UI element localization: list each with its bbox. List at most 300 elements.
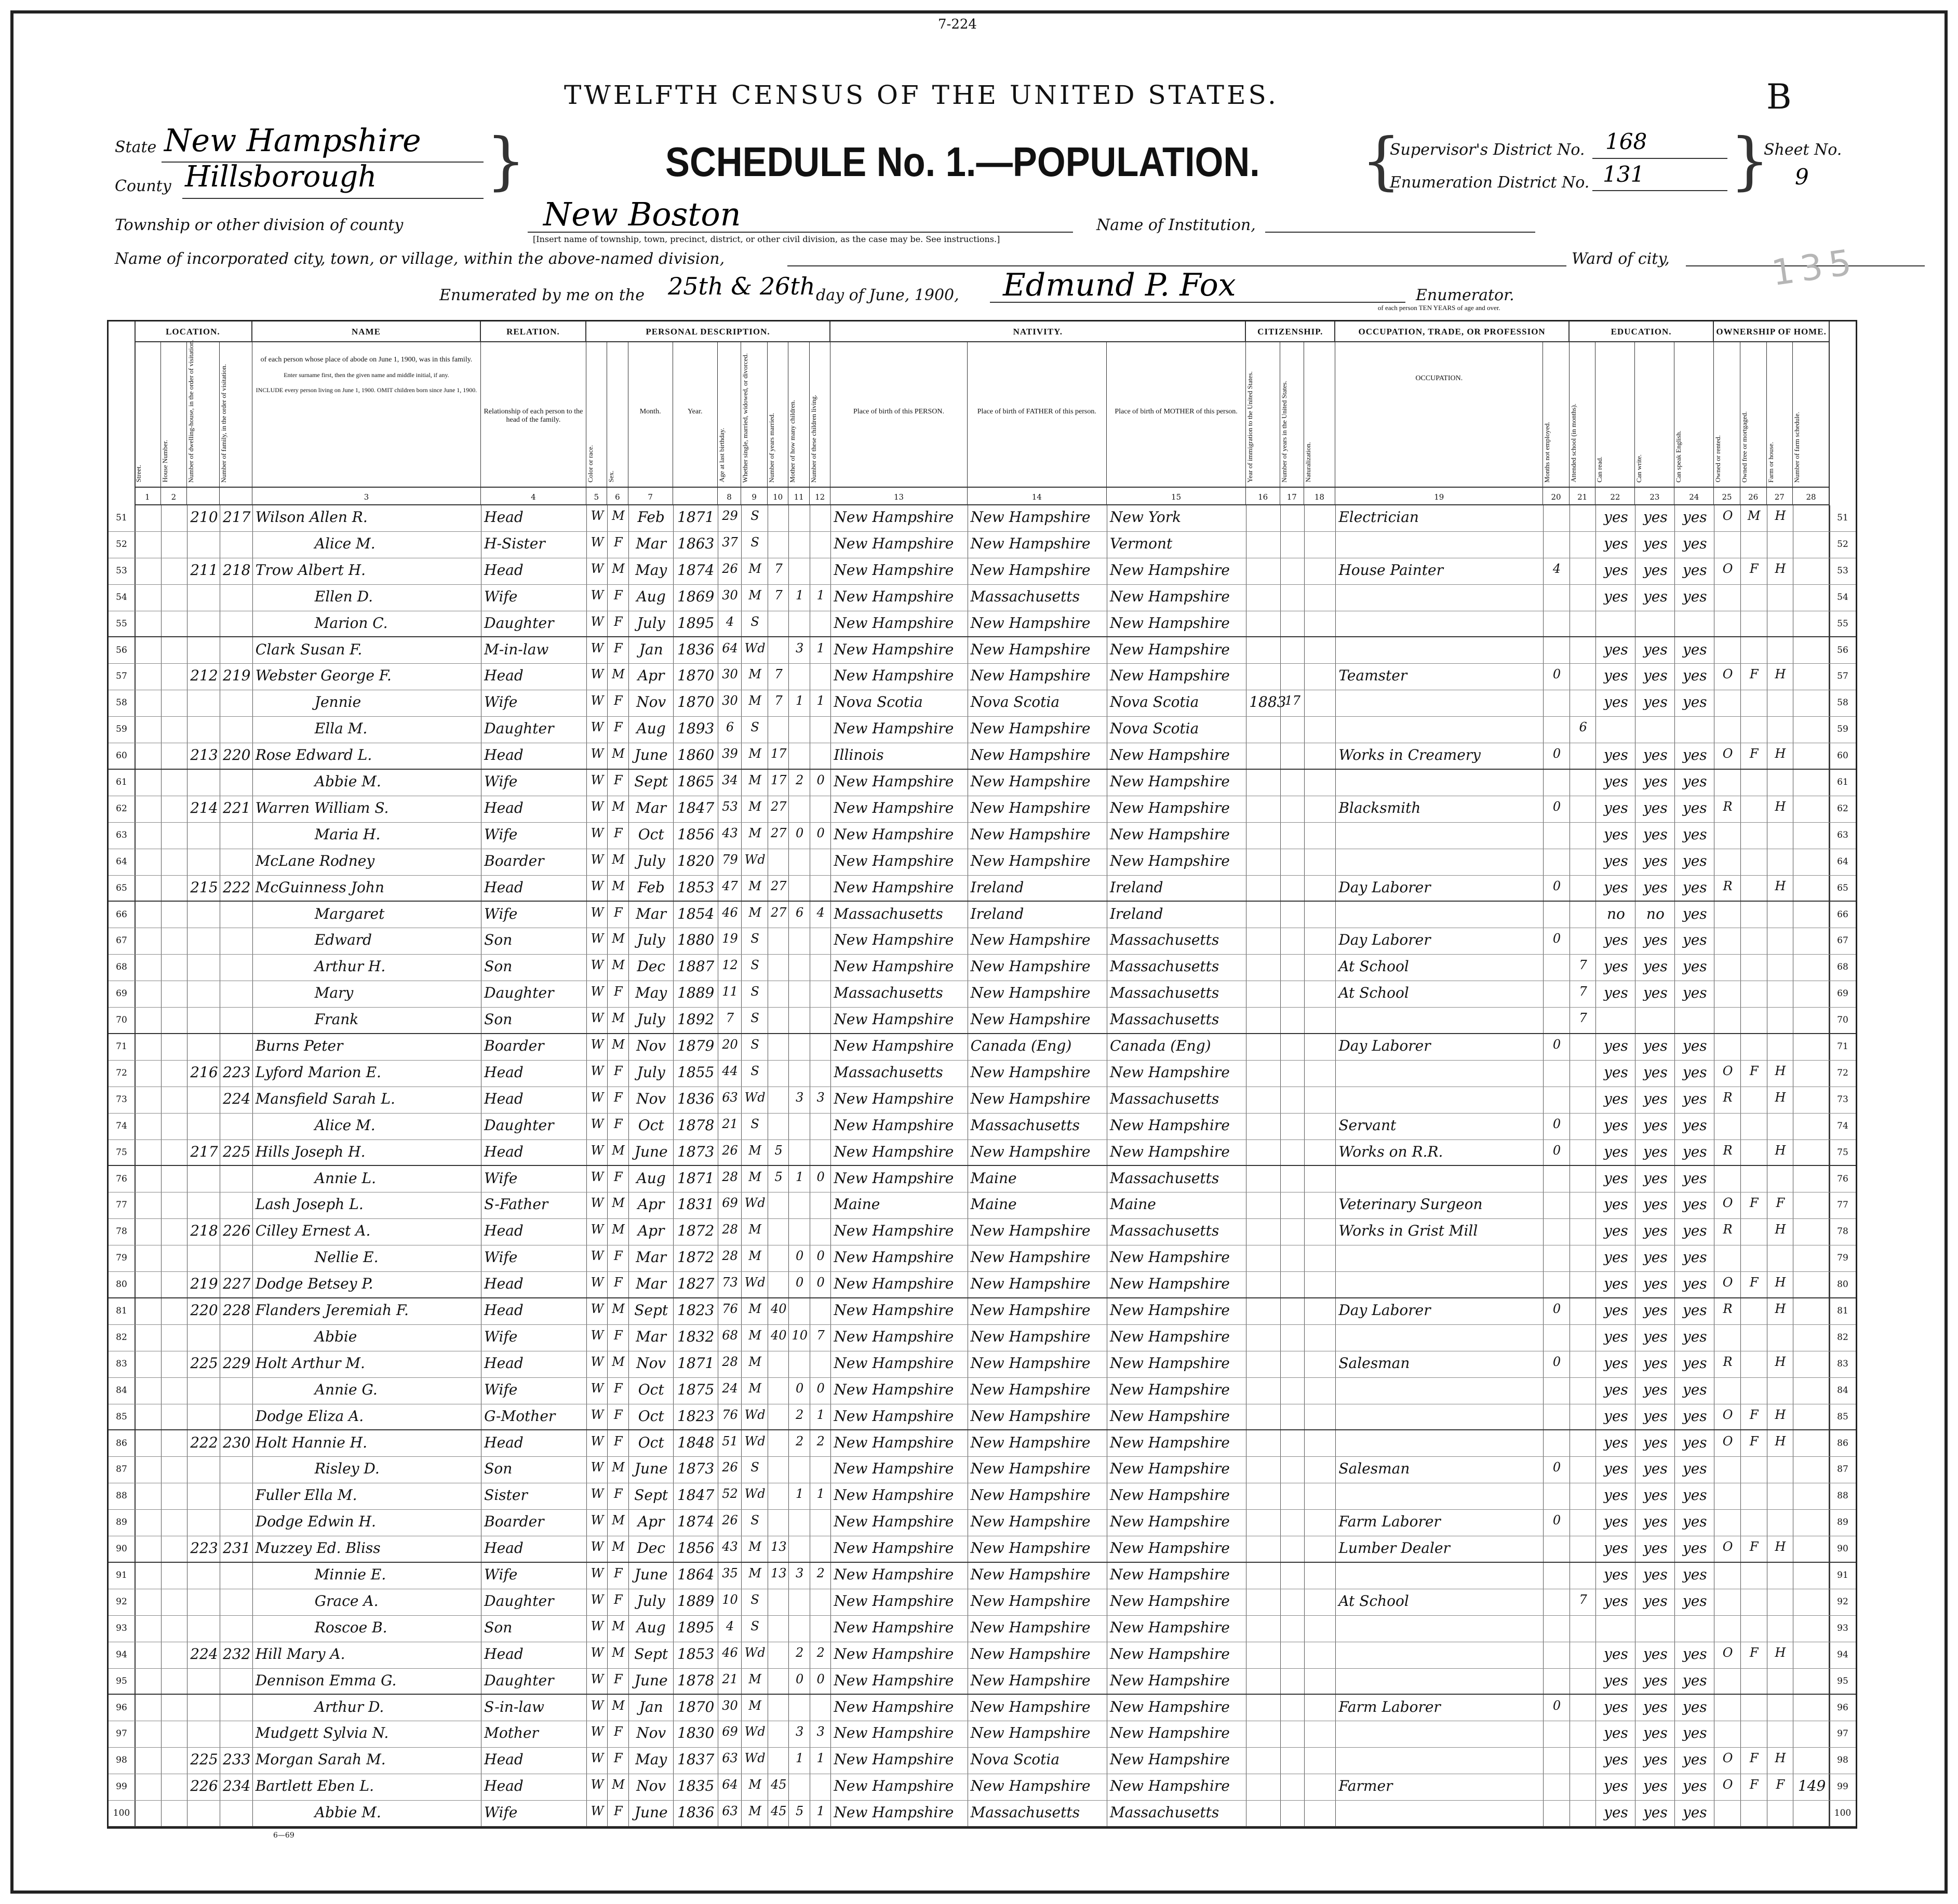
cell-fam: 220 bbox=[223, 746, 251, 764]
cell-pob: New Hampshire bbox=[834, 1724, 954, 1742]
cell-pm: Massachusetts bbox=[1109, 1804, 1219, 1821]
enumerator-label: Enumerator. bbox=[1416, 286, 1514, 304]
cell-rel: Head bbox=[484, 1433, 524, 1451]
row-number-left: 60 bbox=[116, 750, 127, 761]
cell-age: 20 bbox=[722, 1037, 738, 1052]
cell-wr: yes bbox=[1643, 1486, 1668, 1504]
cell-yr: 1889 bbox=[677, 984, 715, 1002]
cell-cl: 0 bbox=[816, 1249, 825, 1264]
cell-yr: 1853 bbox=[677, 878, 715, 896]
cell-name: Hill Mary A. bbox=[255, 1645, 345, 1662]
cell-fam: 218 bbox=[223, 561, 251, 579]
cell-ms: M bbox=[748, 561, 761, 576]
township-label: Township or other division of county bbox=[115, 216, 404, 234]
cell-fh: H bbox=[1775, 561, 1786, 576]
table-row bbox=[109, 876, 1856, 902]
cell-pm: New Hampshire bbox=[1109, 640, 1230, 658]
cell-sex: M bbox=[612, 1645, 625, 1660]
cell-ms: M bbox=[748, 1222, 761, 1237]
cell-rd: yes bbox=[1604, 561, 1628, 579]
cell-wr: yes bbox=[1643, 1671, 1668, 1689]
cell-pob: New Hampshire bbox=[834, 1169, 954, 1187]
cell-pf: New Hampshire bbox=[970, 1407, 1091, 1425]
cell-name: Grace A. bbox=[314, 1592, 379, 1610]
cell-en: yes bbox=[1682, 1249, 1707, 1266]
row-number-right: 84 bbox=[1837, 1385, 1848, 1396]
column-header-imm bbox=[1246, 342, 1280, 487]
cell-rd: yes bbox=[1604, 1196, 1628, 1213]
cell-age: 63 bbox=[722, 1751, 738, 1766]
cell-rel: Son bbox=[484, 931, 513, 949]
cell-ms: M bbox=[748, 1380, 761, 1396]
cell-dw: 212 bbox=[190, 667, 218, 685]
cell-fm: F bbox=[1749, 1645, 1759, 1660]
cell-sex: F bbox=[614, 614, 623, 629]
cell-pob: New Hampshire bbox=[834, 1566, 954, 1583]
column-number: 8 bbox=[718, 487, 742, 505]
row-number-right: 65 bbox=[1837, 882, 1848, 893]
cell-yus: 17 bbox=[1284, 693, 1301, 708]
cell-rd: yes bbox=[1604, 508, 1628, 526]
cell-mu: 0 bbox=[1552, 799, 1561, 814]
enumerated-month: day of June, 1900, bbox=[816, 286, 959, 304]
cell-pm: Nova Scotia bbox=[1109, 693, 1199, 711]
column-number: 5 bbox=[586, 487, 607, 505]
cell-fam: 229 bbox=[223, 1354, 251, 1372]
cell-en: yes bbox=[1682, 878, 1707, 896]
cell-rel: Head bbox=[484, 508, 524, 526]
cell-sex: F bbox=[614, 1592, 623, 1607]
row-number-left: 95 bbox=[116, 1675, 127, 1686]
column-header-text: Farm or house. bbox=[1766, 441, 1775, 482]
row-number-right: 73 bbox=[1837, 1094, 1848, 1105]
row-number-left: 99 bbox=[116, 1781, 127, 1792]
cell-color: W bbox=[591, 1143, 604, 1158]
cell-rd: yes bbox=[1604, 931, 1628, 949]
cell-en: yes bbox=[1682, 958, 1707, 975]
cell-dw: 213 bbox=[190, 746, 218, 764]
cell-yr: 1870 bbox=[677, 1698, 715, 1715]
cell-rd: yes bbox=[1604, 1037, 1628, 1054]
cell-color: W bbox=[591, 1618, 604, 1633]
cell-occ: Servant bbox=[1338, 1116, 1397, 1134]
cell-or: R bbox=[1723, 1354, 1733, 1369]
cell-wr: yes bbox=[1643, 1143, 1668, 1160]
enum-district-underline bbox=[1592, 190, 1727, 191]
cell-pm: New Hampshire bbox=[1109, 1328, 1230, 1345]
cell-fh: H bbox=[1775, 1090, 1786, 1105]
cell-or: O bbox=[1722, 1407, 1733, 1422]
cell-rel: Son bbox=[484, 1011, 513, 1028]
cell-mon: Nov bbox=[636, 1354, 666, 1372]
table-row bbox=[109, 1457, 1856, 1483]
row-number-left: 68 bbox=[116, 962, 127, 973]
cell-wr: yes bbox=[1643, 1328, 1668, 1345]
cell-ym: 5 bbox=[774, 1143, 783, 1158]
cell-yr: 1823 bbox=[677, 1302, 715, 1319]
cell-ms: S bbox=[750, 958, 759, 973]
cell-name: McGuinness John bbox=[255, 878, 384, 896]
cell-age: 30 bbox=[722, 693, 738, 708]
cell-age: 28 bbox=[722, 1169, 738, 1184]
column-header-fam bbox=[220, 342, 252, 487]
cell-name: Arthur D. bbox=[314, 1698, 384, 1715]
cell-or: R bbox=[1723, 1302, 1733, 1316]
cell-color: W bbox=[591, 614, 604, 629]
table-row bbox=[109, 1510, 1856, 1536]
cell-pob: New Hampshire bbox=[834, 1275, 954, 1293]
column-header-text: Can speak English. bbox=[1674, 430, 1683, 482]
cell-or: R bbox=[1723, 799, 1733, 814]
cell-pf: New Hampshire bbox=[970, 958, 1091, 975]
cell-name: Marion C. bbox=[314, 614, 388, 632]
cell-age: 4 bbox=[726, 1618, 734, 1633]
row-number-right: 62 bbox=[1837, 803, 1848, 814]
cell-mu: 0 bbox=[1552, 931, 1561, 946]
cell-age: 24 bbox=[722, 1380, 738, 1396]
cell-age: 28 bbox=[722, 1222, 738, 1237]
cell-name: Frank bbox=[314, 1011, 359, 1028]
cell-sex: M bbox=[612, 746, 625, 761]
supervisor-label: Supervisor's District No. bbox=[1390, 141, 1585, 159]
cell-age: 68 bbox=[722, 1328, 738, 1343]
cell-rel: Wife bbox=[484, 587, 518, 605]
cell-mon: May bbox=[635, 1751, 667, 1768]
cell-name: Mudgett Sylvia N. bbox=[255, 1724, 389, 1742]
column-header-fh bbox=[1767, 342, 1793, 487]
column-header-age bbox=[718, 342, 742, 487]
column-header-text: Street. bbox=[135, 465, 142, 482]
row-number-right: 70 bbox=[1837, 1015, 1848, 1026]
row-number-left: 54 bbox=[116, 592, 127, 602]
cell-name: Webster George F. bbox=[255, 667, 392, 685]
cell-color: W bbox=[591, 1090, 604, 1105]
row-number-right: 91 bbox=[1837, 1570, 1848, 1580]
cell-color: W bbox=[591, 1698, 604, 1713]
cell-pob: New Hampshire bbox=[834, 587, 954, 605]
column-header-text: Color or race. bbox=[586, 445, 594, 482]
cell-age: 28 bbox=[722, 1354, 738, 1369]
column-header-text: Month. bbox=[639, 408, 661, 415]
column-number: 20 bbox=[1543, 487, 1570, 505]
cell-age: 10 bbox=[722, 1592, 738, 1607]
column-number: 23 bbox=[1635, 487, 1674, 505]
cell-pf: New Hampshire bbox=[970, 825, 1091, 843]
group-header-1: LOCATION. bbox=[135, 321, 252, 342]
cell-rel: Head bbox=[484, 1302, 524, 1319]
cell-sex: F bbox=[614, 1486, 623, 1501]
cell-pf: New Hampshire bbox=[970, 1645, 1091, 1662]
cell-color: W bbox=[591, 534, 604, 549]
cell-fh: H bbox=[1775, 1433, 1786, 1449]
cell-mon: Jan bbox=[639, 1698, 663, 1715]
cell-age: 21 bbox=[722, 1671, 738, 1686]
cell-rel: S-Father bbox=[484, 1196, 548, 1213]
row-number-right: 74 bbox=[1837, 1120, 1848, 1131]
cell-yr: 1874 bbox=[677, 1513, 715, 1531]
cell-dw: 222 bbox=[190, 1433, 218, 1451]
cell-pob: New Hampshire bbox=[834, 799, 954, 816]
cell-mc: 0 bbox=[796, 1249, 804, 1264]
cell-pob: New Hampshire bbox=[834, 1618, 954, 1636]
cell-mon: Nov bbox=[636, 693, 666, 711]
cell-mc: 6 bbox=[796, 905, 804, 920]
table-row bbox=[109, 849, 1856, 876]
cell-dw: 223 bbox=[190, 1539, 218, 1557]
sheet-no-value: 9 bbox=[1795, 164, 1809, 190]
table-row bbox=[109, 981, 1856, 1008]
column-header-text: Months not employed. bbox=[1543, 421, 1551, 482]
cell-pf: Massachusetts bbox=[970, 1804, 1080, 1821]
cell-sex: F bbox=[614, 1275, 623, 1290]
cell-rd: yes bbox=[1604, 667, 1628, 685]
cell-dw: 217 bbox=[190, 1143, 218, 1160]
enumerator-name: Edmund P. Fox bbox=[1003, 267, 1236, 303]
cell-wr: yes bbox=[1643, 1116, 1668, 1134]
row-number-left: 71 bbox=[116, 1041, 127, 1052]
cell-rd: yes bbox=[1604, 852, 1628, 869]
cell-mon: Oct bbox=[638, 825, 664, 843]
cell-imm: 1883 bbox=[1249, 693, 1286, 711]
cell-ym: 17 bbox=[770, 746, 787, 761]
cell-fh: H bbox=[1775, 799, 1786, 814]
cell-ms: S bbox=[750, 720, 759, 735]
cell-mc: 1 bbox=[796, 1169, 804, 1184]
row-number-right: 64 bbox=[1837, 856, 1848, 867]
column-number: 16 bbox=[1246, 487, 1280, 505]
cell-cl: 4 bbox=[816, 905, 825, 920]
cell-pm: New Hampshire bbox=[1109, 1380, 1230, 1398]
cell-mc: 3 bbox=[796, 1566, 804, 1580]
cell-sex: F bbox=[614, 1671, 623, 1686]
cell-pf: New Hampshire bbox=[970, 1249, 1091, 1266]
row-number-left: 53 bbox=[116, 565, 127, 576]
cell-rel: Wife bbox=[484, 1380, 518, 1398]
cell-cl: 1 bbox=[816, 587, 825, 602]
cell-cl: 1 bbox=[816, 1751, 825, 1766]
cell-pob: New Hampshire bbox=[834, 1011, 954, 1028]
cell-yr: 1863 bbox=[677, 534, 715, 552]
cell-or: O bbox=[1722, 1433, 1733, 1449]
cell-sex: F bbox=[614, 587, 623, 602]
column-header-text: Place of birth of FATHER of this person. bbox=[977, 408, 1096, 415]
cell-pob: New Hampshire bbox=[834, 878, 954, 896]
column-header-pf bbox=[968, 342, 1107, 487]
cell-pf: New Hampshire bbox=[970, 852, 1091, 869]
cell-yr: 1854 bbox=[677, 905, 715, 922]
cell-pm: New Hampshire bbox=[1109, 1275, 1230, 1293]
cell-age: 51 bbox=[722, 1433, 738, 1449]
table-row bbox=[109, 955, 1856, 981]
cell-rd: yes bbox=[1604, 1777, 1628, 1795]
cell-pf: Maine bbox=[970, 1169, 1017, 1187]
cell-rel: Head bbox=[484, 1275, 524, 1293]
cell-wr: yes bbox=[1643, 693, 1668, 711]
cell-mon: Apr bbox=[637, 1513, 665, 1531]
cell-en: yes bbox=[1682, 1302, 1707, 1319]
cell-ms: M bbox=[748, 878, 761, 893]
column-header-text: Age at last birthday. bbox=[717, 428, 726, 482]
column-header-text: House Number. bbox=[160, 440, 169, 482]
cell-mon: Sept bbox=[634, 1645, 668, 1662]
cell-rd: yes bbox=[1604, 825, 1628, 843]
cell-cl: 0 bbox=[816, 1169, 825, 1184]
cell-rel: Head bbox=[484, 1222, 524, 1240]
cell-ms: S bbox=[750, 1513, 759, 1528]
table-row bbox=[109, 1483, 1856, 1510]
cell-mon: July bbox=[637, 931, 665, 949]
column-number: 12 bbox=[810, 487, 830, 505]
table-row bbox=[109, 1774, 1856, 1801]
cell-sc: 7 bbox=[1579, 1011, 1587, 1026]
table-row bbox=[109, 1166, 1856, 1193]
cell-ms: Wd bbox=[744, 1751, 766, 1766]
column-number: 4 bbox=[481, 487, 586, 505]
cell-mc: 0 bbox=[796, 1380, 804, 1396]
cell-yr: 1879 bbox=[677, 1037, 715, 1054]
table-row bbox=[109, 1351, 1856, 1378]
cell-sc: 6 bbox=[1579, 720, 1587, 735]
cell-or: O bbox=[1722, 508, 1733, 523]
cell-pf: New Hampshire bbox=[970, 931, 1091, 949]
column-header-text: Number of years married. bbox=[767, 412, 775, 482]
cell-name: Nellie E. bbox=[314, 1249, 379, 1266]
cell-rd: yes bbox=[1604, 1063, 1628, 1081]
cell-mon: Feb bbox=[637, 878, 665, 896]
cell-pf: New Hampshire bbox=[970, 746, 1091, 764]
row-number-left: 86 bbox=[116, 1438, 127, 1449]
cell-color: W bbox=[591, 1671, 604, 1686]
cell-rel: Head bbox=[484, 1090, 524, 1107]
cell-fam: 234 bbox=[223, 1777, 251, 1795]
cell-mon: July bbox=[637, 614, 665, 632]
cell-rel: Daughter bbox=[484, 1116, 554, 1134]
cell-age: 28 bbox=[722, 1249, 738, 1264]
cell-occ: Works in Creamery bbox=[1338, 746, 1481, 764]
cell-mon: June bbox=[634, 1566, 668, 1583]
cell-yr: 1836 bbox=[677, 1090, 715, 1107]
cell-en: yes bbox=[1682, 561, 1707, 579]
cell-en: yes bbox=[1682, 693, 1707, 711]
cell-mon: Apr bbox=[637, 1196, 665, 1213]
cell-color: W bbox=[591, 1539, 604, 1554]
column-header-text: OCCUPATION. bbox=[1415, 374, 1463, 382]
cell-cl: 0 bbox=[816, 1671, 825, 1686]
row-number-left: 58 bbox=[116, 698, 127, 708]
row-number-right: 71 bbox=[1837, 1041, 1848, 1052]
cell-wr: yes bbox=[1643, 1751, 1668, 1768]
cell-en: yes bbox=[1682, 773, 1707, 790]
cell-occ: Farm Laborer bbox=[1338, 1698, 1441, 1715]
cell-yr: 1887 bbox=[677, 958, 715, 975]
row-number-left: 55 bbox=[116, 618, 127, 629]
table-row bbox=[109, 1721, 1856, 1748]
cell-mc: 1 bbox=[796, 587, 804, 602]
cell-fm: F bbox=[1749, 1196, 1759, 1211]
cell-en: yes bbox=[1682, 1196, 1707, 1213]
cell-ms: M bbox=[748, 1302, 761, 1316]
cell-dw: 220 bbox=[190, 1302, 218, 1319]
cell-age: 39 bbox=[722, 746, 738, 761]
cell-color: W bbox=[591, 852, 604, 867]
cell-yr: 1837 bbox=[677, 1751, 715, 1768]
cell-color: W bbox=[591, 1645, 604, 1660]
column-header-text: Number of farm schedule. bbox=[1793, 411, 1801, 482]
cell-color: W bbox=[591, 773, 604, 787]
cell-mc: 3 bbox=[796, 1090, 804, 1105]
cell-en: yes bbox=[1682, 1460, 1707, 1478]
cell-pob: Nova Scotia bbox=[834, 693, 923, 711]
cell-rd: yes bbox=[1604, 1486, 1628, 1504]
cell-yr: 1847 bbox=[677, 799, 715, 816]
cell-pm: New Hampshire bbox=[1109, 1249, 1230, 1266]
cell-en: yes bbox=[1682, 1354, 1707, 1372]
cell-fh: F bbox=[1776, 1777, 1785, 1792]
cell-rd: yes bbox=[1604, 1539, 1628, 1557]
cell-cl: 0 bbox=[816, 773, 825, 787]
cell-color: W bbox=[591, 878, 604, 893]
cell-rel: M-in-law bbox=[484, 640, 549, 658]
table-row bbox=[109, 1431, 1856, 1457]
cell-rel: Wife bbox=[484, 1249, 518, 1266]
cell-ym: 45 bbox=[770, 1777, 787, 1792]
table-row bbox=[109, 1008, 1856, 1034]
row-number-right: 53 bbox=[1837, 565, 1848, 576]
cell-mon: Aug bbox=[636, 1618, 666, 1636]
cell-mon: Mar bbox=[636, 1275, 667, 1293]
cell-sex: M bbox=[612, 1777, 625, 1792]
table-row bbox=[109, 1061, 1856, 1087]
cell-pf: New Hampshire bbox=[970, 1063, 1091, 1081]
cell-mu: 4 bbox=[1552, 561, 1561, 576]
row-number-left: 75 bbox=[116, 1147, 127, 1158]
cell-sex: F bbox=[614, 905, 623, 920]
cell-mon: Jan bbox=[639, 640, 663, 658]
row-number-left: 78 bbox=[116, 1226, 127, 1237]
cell-wr: yes bbox=[1643, 1380, 1668, 1398]
cell-mon: Nov bbox=[636, 1090, 666, 1107]
cell-pf: Massachusetts bbox=[970, 1116, 1080, 1134]
cell-yr: 1880 bbox=[677, 931, 715, 949]
cell-yr: 1893 bbox=[677, 720, 715, 738]
cell-yr: 1870 bbox=[677, 693, 715, 711]
cell-age: 63 bbox=[722, 1090, 738, 1105]
cell-fam: 224 bbox=[223, 1090, 251, 1107]
cell-pm: New Hampshire bbox=[1109, 561, 1230, 579]
cell-name: Annie L. bbox=[314, 1169, 376, 1187]
cell-sex: M bbox=[612, 799, 625, 814]
cell-wr: yes bbox=[1643, 561, 1668, 579]
cell-rel: Wife bbox=[484, 1804, 518, 1821]
cell-yr: 1878 bbox=[677, 1116, 715, 1134]
cell-en: yes bbox=[1682, 508, 1707, 526]
cell-wr: yes bbox=[1643, 825, 1668, 843]
row-number-left: 51 bbox=[116, 513, 127, 523]
cell-occ: Farm Laborer bbox=[1338, 1513, 1441, 1531]
cell-pf: Canada (Eng) bbox=[970, 1037, 1072, 1054]
cell-name: Fuller Ella M. bbox=[255, 1486, 357, 1504]
column-header-cl bbox=[810, 342, 830, 487]
column-header-fs bbox=[1793, 342, 1830, 487]
enumerated-days: 25th & 26th bbox=[668, 272, 815, 300]
column-number: 6 bbox=[607, 487, 628, 505]
cell-mon: Oct bbox=[638, 1433, 664, 1451]
column-header-text: Number of years in the United States. bbox=[1280, 380, 1289, 482]
cell-sex: F bbox=[614, 1249, 623, 1264]
cell-occ: Electrician bbox=[1338, 508, 1419, 526]
cell-ms: M bbox=[748, 1354, 761, 1369]
cell-mon: Dec bbox=[637, 958, 666, 975]
